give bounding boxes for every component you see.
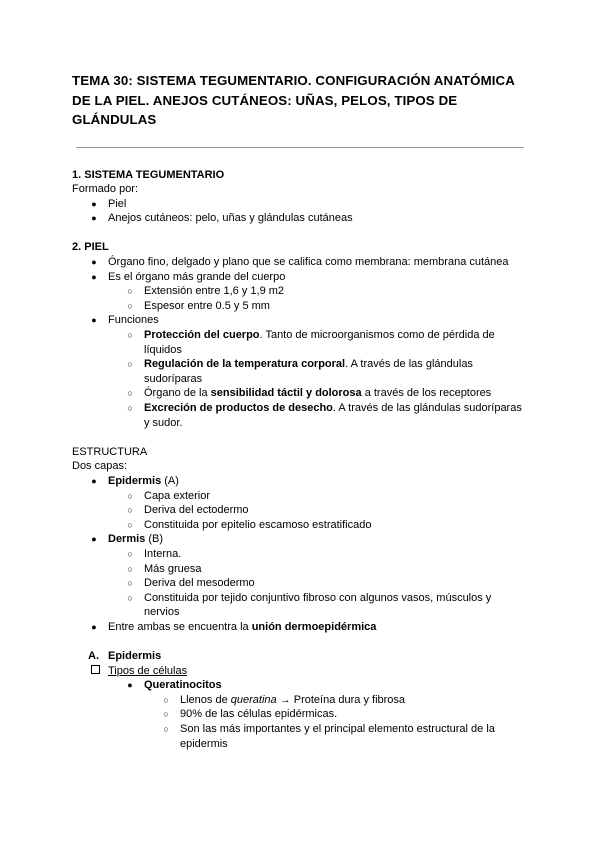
sub-list-item: ○ Espesor entre 0.5 y 5 mm (72, 299, 528, 314)
sub-list-item: ○ Extensión entre 1,6 y 1,9 m2 (72, 284, 528, 299)
list-item-union: ● Entre ambas se encuentra la unión dermoepidérmica (72, 620, 528, 635)
document-title: TEMA 30: SISTEMA TEGUMENTARIO. CONFIGURACIÓN ANATÓMICA DE LA PIEL. ANEJOS CUTÁNEOS: UÑAS, PELOS, TIPOS DE GLÁNDULAS (72, 73, 515, 127)
subsection-heading-epidermis: A. Epidermis (88, 650, 162, 663)
bullet-open-icon: ○ (127, 330, 133, 341)
bullet-open-icon: ○ (127, 490, 133, 501)
sub-list-item: ○ Regulación de la temperatura corporal. A través de las glándulas sudoríparas (72, 357, 528, 386)
bullet-open-icon: ○ (127, 286, 133, 297)
bullet-filled-icon: ● (91, 198, 97, 209)
bullet-open-icon: ○ (163, 709, 169, 720)
sub-list-item: ○ Llenos de queratina → Proteína dura y fibrosa (72, 693, 528, 708)
sub-list-item: ○ Capa exterior (72, 489, 528, 504)
list-item-queratinocitos: ● Queratinocitos (72, 678, 528, 693)
sub-list-item: ○ 90% de las células epidérmicas. (72, 707, 528, 722)
section-intro: Formado por: (72, 183, 139, 196)
bullet-open-icon: ○ (127, 548, 133, 559)
bullet-filled-icon: ● (91, 257, 97, 268)
list-item: ● Funciones (72, 313, 528, 328)
estructura-intro: Dos capas: (72, 460, 128, 473)
bullet-open-icon: ○ (163, 724, 169, 735)
sub-list-item: ○ Deriva del ectodermo (72, 503, 528, 518)
sub-list-item: ○ Son las más importantes y el principal elemento estructural de la epidermis (72, 722, 528, 751)
list-item: ● Anejos cutáneos: pelo, uñas y glándulas cutáneas (72, 211, 528, 226)
bullet-filled-icon: ● (91, 621, 97, 632)
sub-list-item: ○ Órgano de la sensibilidad táctil y dolorosa a través de los receptores (72, 386, 528, 401)
bullet-open-icon: ○ (127, 519, 133, 530)
list-item: ● Piel (72, 197, 528, 212)
sub-list-item: ○ Constituida por epitelio escamoso estratificado (72, 518, 528, 533)
list-item: ● Órgano fino, delgado y plano que se califica como membrana: membrana cutánea (72, 255, 528, 270)
list-item-dermis: ● Dermis (B) (72, 532, 528, 547)
bullet-filled-icon: ● (127, 680, 133, 691)
list-item-tipos: Tipos de células (72, 664, 528, 679)
estructura-heading: ESTRUCTURA (72, 445, 148, 458)
bullet-open-icon: ○ (127, 359, 133, 370)
list-item-epidermis: ● Epidermis (A) (72, 474, 528, 489)
bullet-open-icon: ○ (127, 578, 133, 589)
bullet-open-icon: ○ (163, 694, 169, 705)
section-heading-sistema-tegumentario: 1. SISTEMA TEGUMENTARIO (72, 168, 225, 181)
list-item: ● Es el órgano más grande del cuerpo (72, 270, 528, 285)
sub-list-item: ○ Excreción de productos de desecho. A través de las glándulas sudoríparas y sudor. (72, 401, 528, 430)
checkbox-square-icon (89, 664, 101, 679)
sub-list-item: ○ Más gruesa (72, 562, 528, 577)
section-marker: A. (88, 650, 99, 663)
bullet-open-icon: ○ (127, 403, 133, 413)
bullet-open-icon: ○ (127, 592, 133, 603)
document-page (72, 71, 528, 751)
section-heading-piel: 2. PIEL (72, 241, 109, 254)
sub-list-item: ○ Interna. (72, 547, 528, 562)
bullet-filled-icon: ● (91, 271, 97, 282)
bullet-open-icon: ○ (127, 563, 133, 574)
bullet-filled-icon: ● (91, 534, 97, 545)
sub-list-item: ○ Deriva del mesodermo (72, 576, 528, 591)
bullet-filled-icon: ● (91, 213, 97, 224)
bullet-open-icon: ○ (127, 505, 133, 516)
sub-list-item: ○ Protección del cuerpo. Tanto de microorganismos como de pérdida de líquidos (72, 328, 528, 357)
bullet-filled-icon: ● (91, 315, 97, 326)
bullet-open-icon: ○ (127, 388, 133, 399)
bullet-filled-icon: ● (91, 475, 97, 486)
sub-list-item: ○ Constituida por tejido conjuntivo fibroso con algunos vasos, músculos y nervios (72, 591, 528, 620)
bullet-open-icon: ○ (127, 300, 133, 311)
